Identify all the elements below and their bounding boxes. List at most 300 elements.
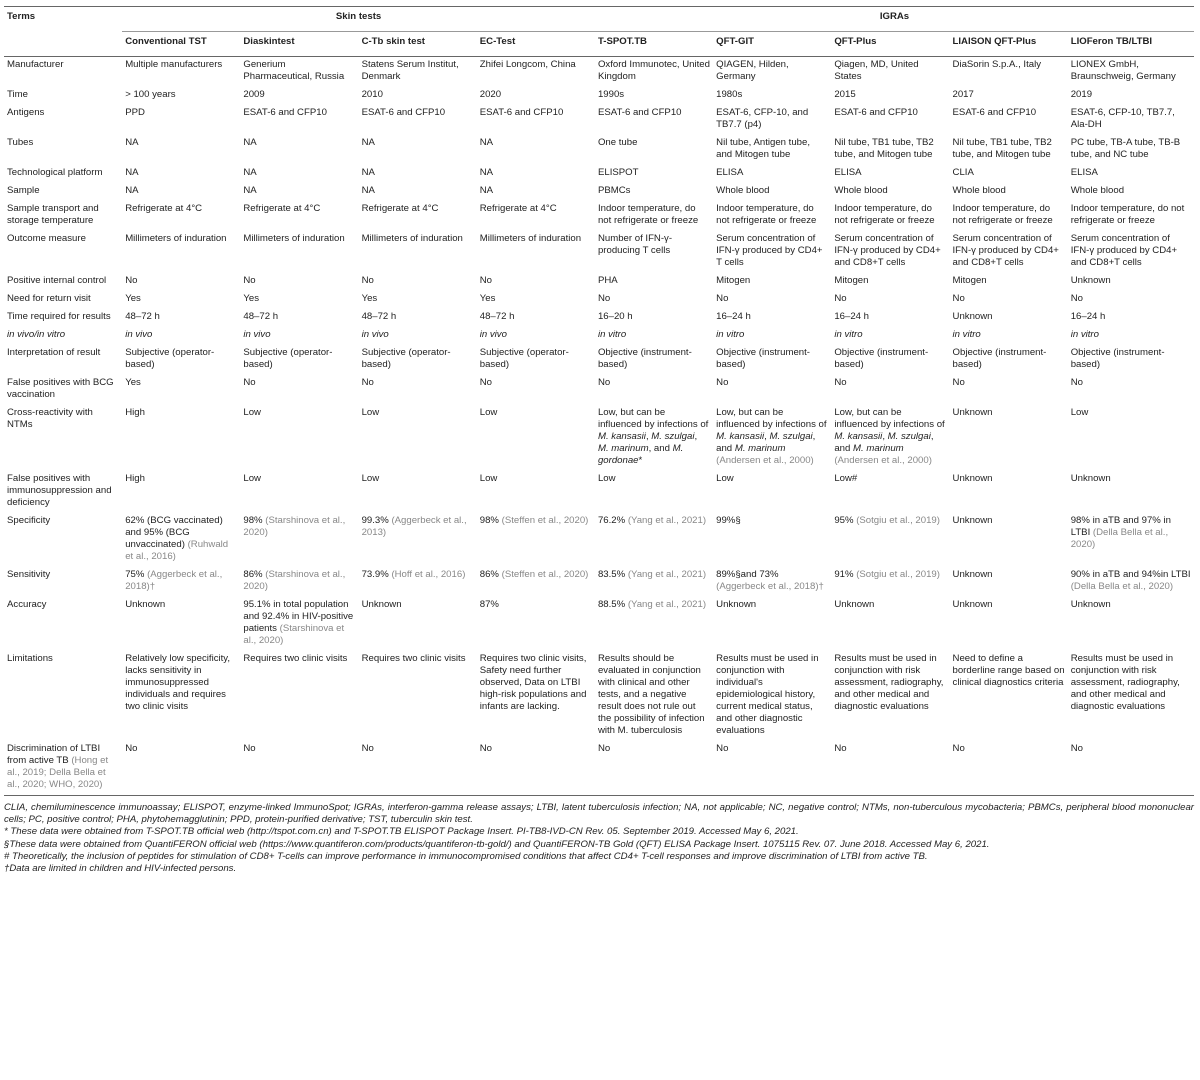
row-term-label: Technological platform	[7, 167, 103, 178]
row-term-label: Antigens	[7, 107, 45, 118]
table-cell	[713, 567, 831, 597]
cell-reference: (Yang et al., 2021)	[627, 599, 707, 610]
table-cell	[477, 87, 595, 105]
table-cell	[122, 87, 240, 105]
row-term	[4, 291, 122, 309]
cell-reference: (Aggerbeck et al., 2018)†	[125, 569, 223, 592]
table-cell	[359, 165, 477, 183]
table-cell	[240, 135, 358, 165]
table-cell	[950, 273, 1068, 291]
cell-text: No	[597, 293, 611, 304]
row-term	[4, 57, 122, 88]
table-cell	[950, 471, 1068, 513]
cell-text: Nil tube, TB1 tube, TB2 tube, and Mitogen tube	[834, 137, 934, 160]
cell-reference: (Steffen et al., 2020)	[501, 569, 589, 580]
table-cell	[950, 741, 1068, 796]
cell-text: High	[125, 407, 145, 418]
row-term	[4, 375, 122, 405]
table-cell	[240, 741, 358, 796]
table-cell	[595, 567, 713, 597]
cell-text: Low	[243, 407, 261, 418]
table-cell	[950, 375, 1068, 405]
cell-text: Unknown	[952, 473, 993, 484]
cell-text: No	[1070, 743, 1083, 754]
cell-text: Yes	[361, 293, 378, 304]
column-header: LIOFeron TB/LTBI	[1068, 32, 1194, 57]
table-cell	[595, 57, 713, 88]
row-term	[4, 309, 122, 327]
cell-text: in vitro	[952, 329, 981, 340]
cell-text: Whole blood	[716, 185, 770, 196]
row-term-label: Outcome measure	[7, 233, 86, 244]
table-cell	[240, 165, 358, 183]
cell-reference: (Starshinova et al., 2020)	[243, 515, 346, 538]
table-cell	[477, 231, 595, 273]
table-cell	[831, 273, 949, 291]
cell-text: NA	[125, 185, 139, 196]
table-cell	[713, 57, 831, 88]
table-cell	[595, 291, 713, 309]
table-cell	[595, 405, 713, 471]
table-cell	[359, 513, 477, 567]
cell-text: NA	[361, 167, 375, 178]
cell-text: No	[834, 377, 847, 388]
table-cell	[1068, 597, 1194, 651]
cell-text: in vivo	[125, 329, 153, 340]
cell-text: Requires two clinic visits	[243, 653, 348, 664]
row-term	[4, 567, 122, 597]
row-term-label: Specificity	[7, 515, 51, 526]
cell-text: Low	[716, 473, 734, 484]
row-term-label: False positives with BCG vaccination	[7, 377, 114, 400]
cell-text: NA	[479, 137, 494, 148]
header-igras: IGRAs	[595, 7, 1194, 32]
table-cell	[477, 165, 595, 183]
cell-text: No	[125, 743, 138, 754]
cell-text: Serum concentration of IFN-γ produced by CD4+ T cells	[716, 233, 823, 268]
table-cell	[950, 183, 1068, 201]
cell-text: 87%	[479, 599, 499, 610]
cell-text: in vivo	[243, 329, 271, 340]
cell-text: Unknown	[952, 569, 993, 580]
table-row	[4, 567, 1194, 597]
table-cell	[122, 105, 240, 135]
cell-text: Refrigerate at 4°C	[243, 203, 321, 214]
table-cell	[1068, 201, 1194, 231]
cell-text: 2020	[479, 89, 502, 100]
table-cell	[240, 309, 358, 327]
cell-text: 91%	[834, 569, 857, 580]
row-term-label: Positive internal control	[7, 275, 107, 286]
cell-text: Need to define a borderline range based on clinical diagnostics criteria	[952, 653, 1065, 688]
cell-text: Unknown	[952, 599, 993, 610]
row-term-label: Discrimination of LTBI from active TB	[7, 743, 101, 766]
table-cell	[713, 309, 831, 327]
table-cell	[477, 57, 595, 88]
cell-text: LIONEX GmbH, Braunschweig, Germany	[1070, 59, 1176, 82]
cell-text: 99.3%	[361, 515, 392, 526]
header-terms: Terms	[4, 7, 122, 32]
cell-text: ELISA	[1070, 167, 1098, 178]
table-cell	[240, 291, 358, 309]
cell-text: CLIA	[952, 167, 974, 178]
table-cell	[950, 291, 1068, 309]
row-term	[4, 327, 122, 345]
table-cell	[831, 57, 949, 88]
cell-text: No	[125, 275, 138, 286]
table-cell	[595, 309, 713, 327]
row-term	[4, 651, 122, 741]
cell-text: in vitro	[1070, 329, 1099, 340]
cell-text: Results should be evaluated in conjunction with clinical and other tests, and a negative result does not rule out the possibility of infection with M. tuberculosis	[597, 653, 705, 736]
table-cell	[713, 597, 831, 651]
cell-text: Millimeters of induration	[243, 233, 345, 244]
cell-text: 1980s	[716, 89, 743, 100]
table-cell	[831, 597, 949, 651]
table-cell	[595, 165, 713, 183]
table-cell	[359, 201, 477, 231]
cell-text: 95%	[834, 515, 857, 526]
table-cell	[477, 651, 595, 741]
cell-text: 98% in aTB and 97% in LTBI	[1070, 515, 1171, 538]
table-cell	[595, 231, 713, 273]
table-cell	[477, 183, 595, 201]
table-cell	[713, 135, 831, 165]
footnote: †Data are limited in children and HIV-infected persons.	[4, 863, 237, 875]
table-cell	[359, 87, 477, 105]
cell-text: Low	[1070, 407, 1089, 418]
cell-text: NA	[243, 167, 257, 178]
table-cell	[713, 105, 831, 135]
cell-text: NA	[125, 167, 139, 178]
cell-text: 2017	[952, 89, 974, 100]
cell-text: No	[597, 377, 611, 388]
table-cell	[1068, 183, 1194, 201]
table-cell	[477, 597, 595, 651]
table-cell	[359, 651, 477, 741]
table-cell	[713, 345, 831, 375]
cell-text: 76.2%	[597, 515, 628, 526]
table-cell	[1068, 513, 1194, 567]
cell-text: 16–24 h	[1070, 311, 1106, 322]
table-cell	[240, 471, 358, 513]
table-cell	[477, 471, 595, 513]
column-header-row	[4, 32, 1194, 57]
cell-text: PBMCs	[597, 185, 631, 196]
cell-text: 48–72 h	[361, 311, 397, 322]
cell-text: Subjective (operator-based)	[125, 347, 215, 370]
cell-text: 48–72 h	[125, 311, 160, 322]
cell-text: One tube	[597, 137, 638, 148]
cell-text: PC tube, TB-A tube, TB-B tube, and NC tube	[1070, 137, 1181, 160]
cell-text: 2009	[243, 89, 265, 100]
table-cell	[595, 87, 713, 105]
cell-text: Yes	[125, 377, 141, 388]
table-cell	[122, 291, 240, 309]
cell-reference: (Della Bella et al., 2020)	[1070, 527, 1169, 550]
table-cell	[950, 513, 1068, 567]
table-cell	[122, 273, 240, 291]
table-cell	[831, 345, 949, 375]
cell-text: 1990s	[597, 89, 625, 100]
table-cell	[240, 597, 358, 651]
cell-text: ESAT-6 and CFP10	[479, 107, 564, 118]
column-header: LIAISON QFT-Plus	[950, 32, 1068, 57]
table-cell	[477, 291, 595, 309]
table-cell	[240, 273, 358, 291]
cell-text: Serum concentration of IFN-γ produced by CD4+ and CD8+T cells	[1070, 233, 1178, 268]
cell-text: Objective (instrument-based)	[716, 347, 810, 370]
cell-text: NA	[125, 137, 139, 148]
cell-text: Objective (instrument-based)	[952, 347, 1047, 370]
cell-text: No	[361, 743, 374, 754]
table-row	[4, 135, 1194, 165]
cell-text: Unknown	[125, 599, 166, 610]
row-term	[4, 513, 122, 567]
table-cell	[477, 309, 595, 327]
table-row	[4, 651, 1194, 741]
cell-text: No	[834, 293, 847, 304]
cell-text: Refrigerate at 4°C	[361, 203, 439, 214]
cell-text: ESAT-6 and CFP10	[597, 107, 682, 118]
footnote: CLIA, chemiluminescence immunoassay; ELISPOT, enzyme-linked ImmunoSpot; IGRAs, interferon-gamma release assays; LTBI, latent tuberculosis infection; NA, not applicable; NC, negative control; NTMs, non-tuberculous mycobacteria; PBMCs, peripheral blood mononuclear cells; PC, positive control; PHA, phytohemagglutinin; PPD, protein-purified derivative; TST, tuberculin skin test.	[4, 802, 1194, 826]
column-header: Conventional TST	[122, 32, 240, 57]
cell-text: No	[243, 275, 256, 286]
table-row	[4, 105, 1194, 135]
cell-text: No	[952, 293, 965, 304]
table-cell	[477, 345, 595, 375]
column-header: EC-Test	[477, 32, 595, 57]
table-cell	[1068, 375, 1194, 405]
column-header: QFT-GIT	[713, 32, 831, 57]
table-cell	[359, 183, 477, 201]
cell-text: 2015	[834, 89, 856, 100]
table-cell	[831, 201, 949, 231]
cell-text: ESAT-6 and CFP10	[243, 107, 327, 118]
cell-reference: (Della Bella et al., 2020)	[1070, 581, 1174, 592]
table-cell	[240, 405, 358, 471]
cell-reference: (Yang et al., 2021)	[627, 515, 707, 526]
table-cell	[359, 471, 477, 513]
cell-text: Zhifei Longcom, China	[479, 59, 576, 70]
table-cell	[240, 327, 358, 345]
table-row	[4, 405, 1194, 471]
cell-text: Mitogen	[834, 275, 869, 286]
table-cell	[713, 405, 831, 471]
table-cell	[477, 135, 595, 165]
table-cell	[831, 513, 949, 567]
cell-reference: (Hoff et al., 2016)	[391, 569, 466, 580]
cell-reference: (Sotgiu et al., 2019)	[856, 569, 940, 580]
table-cell	[595, 375, 713, 405]
cell-reference: (Starshinova et al., 2020)	[243, 569, 346, 592]
table-cell	[950, 201, 1068, 231]
table-cell	[831, 651, 949, 741]
cell-text: in vitro	[834, 329, 863, 340]
row-term-label: Sample	[7, 185, 40, 196]
table-cell	[359, 327, 477, 345]
table-cell	[240, 183, 358, 201]
table-row	[4, 327, 1194, 345]
cell-text: Unknown	[952, 311, 993, 322]
row-term-label: Time	[7, 89, 28, 100]
cell-text: 89%§and 73%	[716, 569, 779, 580]
cell-text: Statens Serum Institut, Denmark	[361, 59, 459, 82]
row-term	[4, 87, 122, 105]
row-term-label: Interpretation of result	[7, 347, 101, 358]
table-cell	[1068, 87, 1194, 105]
cell-text: Results must be used in conjunction with risk assessment, radiography, and other medical and diagnostic evaluations	[834, 653, 944, 712]
cell-text: Oxford Immunotec, United Kingdom	[597, 59, 710, 82]
table-cell	[240, 87, 358, 105]
cell-text: Unknown	[716, 599, 757, 610]
table-cell	[713, 273, 831, 291]
cell-reference: (Yang et al., 2021)	[627, 569, 707, 580]
table-cell	[122, 183, 240, 201]
table-cell	[122, 597, 240, 651]
table-row	[4, 165, 1194, 183]
cell-text: 99%§	[716, 515, 741, 526]
row-term-label: Need for return visit	[7, 293, 91, 304]
cell-text: Whole blood	[952, 185, 1006, 196]
cell-text: High	[125, 473, 145, 484]
table-cell	[713, 201, 831, 231]
cell-text: 16–24 h	[716, 311, 751, 322]
cell-text: No	[952, 743, 965, 754]
cell-text: Low#	[834, 473, 858, 484]
table-cell	[122, 57, 240, 88]
cell-text: NA	[243, 185, 257, 196]
cell-text: Low	[479, 407, 498, 418]
table-cell	[1068, 327, 1194, 345]
table-body	[4, 57, 1194, 796]
table-cell	[713, 471, 831, 513]
cell-text: No	[834, 743, 847, 754]
cell-reference: (Sotgiu et al., 2019)	[856, 515, 940, 526]
table-cell	[831, 165, 949, 183]
table-cell	[359, 273, 477, 291]
table-cell	[122, 375, 240, 405]
cell-text: Whole blood	[1070, 185, 1125, 196]
table-row	[4, 741, 1194, 796]
table-cell	[713, 165, 831, 183]
row-term	[4, 135, 122, 165]
cell-text: Number of IFN-γ-producing T cells	[597, 233, 673, 256]
table-cell	[359, 105, 477, 135]
cell-text: 2019	[1070, 89, 1093, 100]
cell-text: Unknown	[1070, 599, 1111, 610]
cell-text: ESAT-6 and CFP10	[834, 107, 918, 118]
cell-text: Requires two clinic visits, Safety need further observed, Data on LTBI high-risk populations and infants are lacking.	[479, 653, 587, 712]
column-header: T-SPOT.TB	[595, 32, 713, 57]
table-row	[4, 309, 1194, 327]
table-cell	[831, 375, 949, 405]
cell-text: Objective (instrument-based)	[834, 347, 929, 370]
cell-text: Objective (instrument-based)	[1070, 347, 1165, 370]
table-cell	[122, 135, 240, 165]
cell-text: Mitogen	[716, 275, 751, 286]
row-term-label: Time required for results	[7, 311, 111, 322]
cell-text: 48–72 h	[479, 311, 515, 322]
table-cell	[122, 309, 240, 327]
table-cell	[122, 567, 240, 597]
cell-text: No	[952, 377, 965, 388]
row-term-label: Manufacturer	[7, 59, 64, 70]
row-term	[4, 741, 122, 796]
table-cell	[713, 291, 831, 309]
table-cell	[713, 87, 831, 105]
table-cell	[1068, 231, 1194, 273]
cell-text: > 100 years	[125, 89, 176, 100]
cell-text: No	[243, 743, 256, 754]
cell-text: Low	[479, 473, 498, 484]
table-cell	[477, 741, 595, 796]
row-term	[4, 345, 122, 375]
table-cell	[1068, 345, 1194, 375]
cell-text: Unknown	[361, 599, 402, 610]
table-cell	[122, 513, 240, 567]
cell-text: Nil tube, Antigen tube, and Mitogen tube	[716, 137, 811, 160]
table-cell	[477, 201, 595, 231]
footnote: # Theoretically, the inclusion of peptides for stimulation of CD8+ T-cells can improve performance in immunocompromised conditions that affect CD4+ T-cell responses and improve discrimination of LTBI from active TB.	[4, 850, 928, 862]
cell-reference: (Andersen et al., 2000)	[834, 455, 932, 466]
cell-text: in vivo	[479, 329, 507, 340]
cell-text: Results must be used in conjunction with individual's epidemiological history, current medical status, and other diagnostic evaluations	[716, 653, 819, 736]
table-cell	[240, 651, 358, 741]
table-cell	[359, 291, 477, 309]
cell-reference: (Aggerbeck et al., 2018)†	[716, 581, 824, 592]
table-cell	[950, 597, 1068, 651]
table-cell	[240, 345, 358, 375]
cell-text: PHA	[597, 275, 618, 286]
column-header: QFT-Plus	[831, 32, 949, 57]
table-cell	[831, 231, 949, 273]
table-cell	[950, 327, 1068, 345]
table-cell	[359, 597, 477, 651]
cell-text: Subjective (operator-based)	[479, 347, 569, 370]
table-cell	[122, 345, 240, 375]
cell-text: No	[361, 377, 374, 388]
cell-text: 95.1% in total population and 92.4% in HIV-positive patients	[243, 599, 354, 634]
cell-text: Unknown	[834, 599, 875, 610]
column-header-empty	[4, 32, 122, 57]
cell-reference: (Aggerbeck et al., 2013)	[361, 515, 467, 538]
row-term	[4, 165, 122, 183]
table-cell	[477, 567, 595, 597]
cell-text: Serum concentration of IFN-γ produced by CD4+ and CD8+T cells	[834, 233, 941, 268]
table-cell	[950, 405, 1068, 471]
table-cell	[1068, 405, 1194, 471]
cell-text: Qiagen, MD, United States	[834, 59, 919, 82]
table-cell	[122, 405, 240, 471]
table-cell	[595, 183, 713, 201]
table-cell	[122, 651, 240, 741]
table-cell	[1068, 651, 1194, 741]
table-row	[4, 375, 1194, 405]
cell-text: Indoor temperature, do not refrigerate or freeze	[1070, 203, 1185, 226]
table-cell	[950, 57, 1068, 88]
row-term	[4, 201, 122, 231]
row-term	[4, 105, 122, 135]
cell-text: 83.5%	[597, 569, 628, 580]
table-cell	[831, 87, 949, 105]
cell-text: 86%	[243, 569, 266, 580]
cell-text: 62% (BCG vaccinated) and 95% (BCG unvaccinated)	[125, 515, 223, 550]
row-term	[4, 273, 122, 291]
table-cell	[595, 327, 713, 345]
cell-text: Indoor temperature, do not refrigerate or freeze	[597, 203, 699, 226]
cell-text: in vitro	[597, 329, 627, 340]
